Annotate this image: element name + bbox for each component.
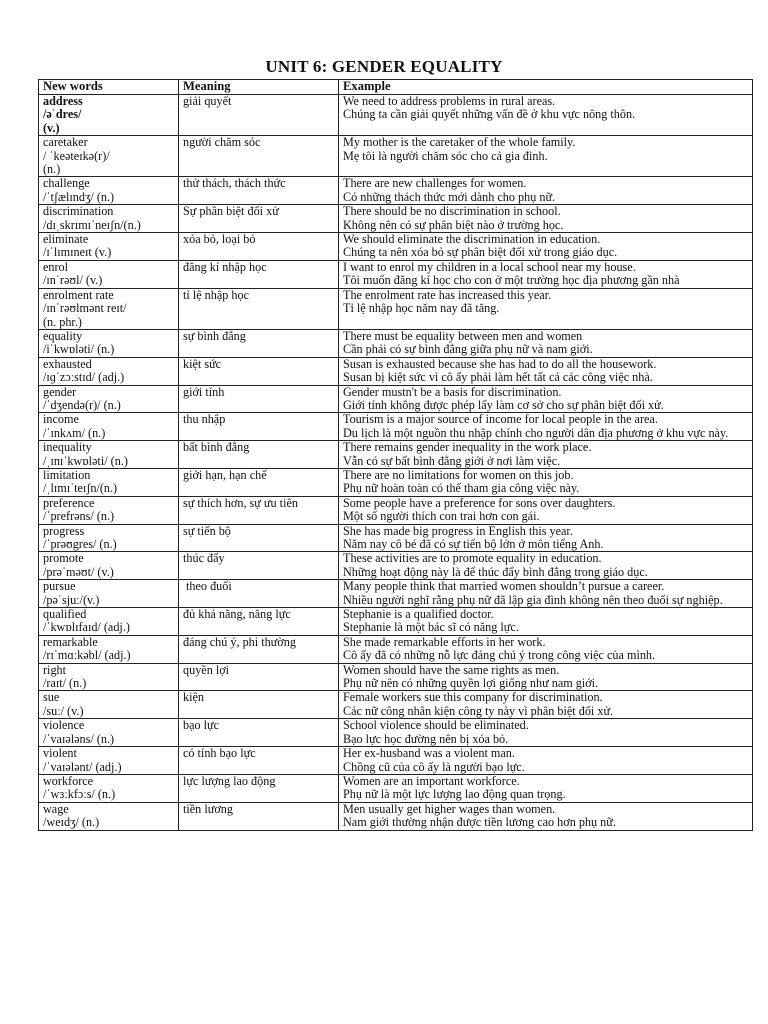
new-word-cell xyxy=(39,608,179,636)
example-cell xyxy=(339,635,753,663)
example-cell xyxy=(339,802,753,830)
word-text: gender xyxy=(43,385,77,399)
table-row xyxy=(39,95,753,136)
new-word-cell xyxy=(39,802,179,830)
meaning-text: sự bình đẳng xyxy=(183,329,246,343)
example-cell xyxy=(339,524,753,552)
example-vietnamese: Stephanie là một bác sĩ có năng lực. xyxy=(343,621,519,635)
example-vietnamese: Nhiều người nghĩ rằng phụ nữ đã lập gia đình không nên theo đuổi sự nghiệp. xyxy=(343,592,723,607)
example-english: Men usually get higher wages than women. xyxy=(343,802,556,816)
table-row xyxy=(39,177,753,205)
table-row xyxy=(39,413,753,441)
meaning-text: thử thách, thách thức xyxy=(183,177,286,191)
example-vietnamese: Susan bị kiệt sức vì cô ấy phải làm hết tất cả các công việc nhà. xyxy=(343,371,653,385)
meaning-text: xóa bỏ, loại bỏ xyxy=(183,233,256,247)
meaning-text: có tính bạo lực xyxy=(183,747,256,761)
example-cell xyxy=(339,136,753,177)
meaning-text: bạo lực xyxy=(183,719,220,733)
word-text: wage xyxy=(43,802,69,816)
example-cell xyxy=(339,385,753,413)
table-row xyxy=(39,552,753,580)
example-english: Susan is exhausted because she has had to do all the housework. xyxy=(343,357,657,371)
example-cell xyxy=(339,233,753,261)
word-text: challenge xyxy=(43,177,90,191)
word-detail: (v.) xyxy=(43,121,60,135)
word-detail: /iˈkwɒləti/ (n.) xyxy=(43,343,115,357)
meaning-cell xyxy=(179,95,339,136)
meaning-cell xyxy=(179,329,339,357)
example-cell xyxy=(339,357,753,385)
word-detail: /dɪˌskrɪmɪˈneɪʃn/(n.) xyxy=(43,218,141,232)
meaning-cell xyxy=(179,260,339,288)
meaning-cell xyxy=(179,136,339,177)
word-detail: /ɪnˈrəʊl/ (v.) xyxy=(43,274,103,288)
word-text: discrimination xyxy=(43,205,114,219)
example-english: We need to address problems in rural areas. xyxy=(343,95,556,108)
meaning-cell xyxy=(179,413,339,441)
word-detail: /əˈdres/ xyxy=(43,108,82,122)
meaning-cell xyxy=(179,552,339,580)
word-detail: /prəˈməʊt/ (v.) xyxy=(43,565,114,579)
word-detail: /ˈkwɒlɪfaɪd/ (adj.) xyxy=(43,621,130,635)
new-word-cell xyxy=(39,747,179,775)
word-detail: /raɪt/ (n.) xyxy=(43,677,87,691)
example-cell xyxy=(339,468,753,496)
meaning-text: tiền lương xyxy=(183,802,233,816)
meaning-text: bất bình đẳng xyxy=(183,441,250,455)
example-english: She made remarkable efforts in her work. xyxy=(343,635,546,649)
word-text: enrolment rate xyxy=(43,288,114,302)
table-row xyxy=(39,524,753,552)
example-vietnamese: Tỉ lệ nhập học năm nay đã tăng. xyxy=(343,302,500,316)
table-row xyxy=(39,580,753,608)
meaning-text: thúc đẩy xyxy=(183,552,225,566)
example-vietnamese: Giới tính không được phép lấy làm cơ sở cho sự phân biệt đối xử. xyxy=(343,398,664,412)
word-detail: /pəˈsjuː/(v.) xyxy=(43,593,100,607)
new-word-cell xyxy=(39,260,179,288)
table-row xyxy=(39,496,753,524)
example-vietnamese: Cần phải có sự bình đẳng giữa phụ nữ và nam giới. xyxy=(343,343,593,357)
example-english: There are no limitations for women on this job. xyxy=(343,468,574,482)
vocabulary-table xyxy=(38,79,753,831)
word-detail: /weɪdʒ/ (n.) xyxy=(43,816,100,830)
meaning-text: đăng kí nhập học xyxy=(183,260,267,274)
example-cell xyxy=(339,441,753,469)
new-word-cell xyxy=(39,357,179,385)
example-cell xyxy=(339,496,753,524)
example-cell xyxy=(339,691,753,719)
meaning-text: giới tính xyxy=(183,385,225,399)
example-cell xyxy=(339,413,753,441)
meaning-text: Sự phân biệt đối xử xyxy=(183,205,279,219)
word-detail: /ˈvaɪələns/ (n.) xyxy=(43,732,115,746)
new-word-cell xyxy=(39,329,179,357)
word-text: equality xyxy=(43,329,83,343)
example-english: There are new challenges for women. xyxy=(343,177,527,191)
example-cell xyxy=(339,747,753,775)
new-word-cell xyxy=(39,413,179,441)
header-new-words: New words xyxy=(39,80,179,95)
new-word-cell xyxy=(39,136,179,177)
word-text: limitation xyxy=(43,468,91,482)
new-word-cell xyxy=(39,441,179,469)
word-detail: /ɪnˈrəʊlmənt reɪt/ xyxy=(43,302,127,316)
meaning-text: đủ khả năng, năng lực xyxy=(183,608,291,622)
word-detail: /ˈtʃælɪndʒ/ (n.) xyxy=(43,190,115,204)
example-cell xyxy=(339,552,753,580)
meaning-cell xyxy=(179,774,339,802)
meaning-cell xyxy=(179,233,339,261)
table-body xyxy=(39,95,753,831)
meaning-cell xyxy=(179,385,339,413)
example-english: Tourism is a major source of income for local people in the area. xyxy=(343,413,658,427)
table-row xyxy=(39,468,753,496)
example-vietnamese: Không nên có sự phân biệt nào ở trường học. xyxy=(343,218,564,232)
example-cell xyxy=(339,663,753,691)
table-header-row xyxy=(39,80,753,95)
example-vietnamese: Chúng ta nên xóa bỏ sự phân biệt đối xử trong giáo dục. xyxy=(343,246,618,260)
example-english: Gender mustn't be a basis for discrimination. xyxy=(343,385,562,399)
meaning-text: thu nhập xyxy=(183,413,226,427)
example-vietnamese: Phụ nữ nên có những quyền lợi giống như nam giới. xyxy=(343,677,599,691)
example-english: There should be no discrimination in school. xyxy=(343,205,561,219)
meaning-text: theo đuổi xyxy=(183,580,232,594)
new-word-cell xyxy=(39,385,179,413)
meaning-text: sự tiến bộ xyxy=(183,524,231,538)
meaning-cell xyxy=(179,635,339,663)
example-english: These activities are to promote equality in education. xyxy=(343,552,602,566)
meaning-cell xyxy=(179,441,339,469)
table-row xyxy=(39,357,753,385)
table-row xyxy=(39,802,753,830)
table-row xyxy=(39,608,753,636)
table-row xyxy=(39,233,753,261)
word-text: remarkable xyxy=(43,635,98,649)
word-detail: /ˌlɪmɪˈteɪʃn/(n.) xyxy=(43,482,118,496)
table-row xyxy=(39,136,753,177)
table-row xyxy=(39,747,753,775)
word-text: exhausted xyxy=(43,357,92,371)
word-detail: /ɪɡˈzɔːstɪd/ (adj.) xyxy=(43,371,125,385)
example-cell xyxy=(339,205,753,233)
page-title: UNIT 6: GENDER EQUALITY xyxy=(265,57,503,76)
meaning-cell xyxy=(179,802,339,830)
word-text: promote xyxy=(43,552,84,566)
meaning-text: giới hạn, hạn chế xyxy=(183,468,267,482)
new-word-cell xyxy=(39,719,179,747)
meaning-text: kiệt sức xyxy=(183,357,222,371)
meaning-text: đáng chú ý, phi thường xyxy=(183,635,296,649)
word-text: enrol xyxy=(43,260,69,274)
word-detail: /ˈvaɪələnt/ (adj.) xyxy=(43,760,122,774)
meaning-text: người chăm sóc xyxy=(183,136,261,150)
word-text: pursue xyxy=(43,580,76,594)
table-row xyxy=(39,385,753,413)
word-text: progress xyxy=(43,524,85,538)
example-vietnamese: Vẫn có sự bất bình đẳng giới ở nơi làm việc. xyxy=(343,454,561,468)
example-english: We should eliminate the discrimination in education. xyxy=(343,233,601,247)
new-word-cell xyxy=(39,496,179,524)
new-word-cell xyxy=(39,205,179,233)
table-row xyxy=(39,205,753,233)
example-cell xyxy=(339,329,753,357)
table-row xyxy=(39,691,753,719)
example-vietnamese: Một số người thích con trai hơn con gái. xyxy=(343,510,540,524)
new-word-cell xyxy=(39,691,179,719)
new-word-cell xyxy=(39,233,179,261)
word-text: inequality xyxy=(43,441,92,455)
example-cell xyxy=(339,580,753,608)
meaning-cell xyxy=(179,663,339,691)
word-detail: /ˈwɜːkfɔːs/ (n.) xyxy=(43,788,116,802)
word-detail: /ɪˈlɪmɪneɪt (v.) xyxy=(43,246,112,260)
word-text: violent xyxy=(43,747,77,761)
meaning-cell xyxy=(179,468,339,496)
example-english: My mother is the caretaker of the whole family. xyxy=(343,136,576,150)
example-english: The enrolment rate has increased this year. xyxy=(343,288,552,302)
meaning-cell xyxy=(179,177,339,205)
table-row xyxy=(39,635,753,663)
example-cell xyxy=(339,608,753,636)
example-cell xyxy=(339,774,753,802)
new-word-cell xyxy=(39,288,179,329)
word-text: violence xyxy=(43,719,85,733)
meaning-cell xyxy=(179,608,339,636)
word-text: income xyxy=(43,413,79,427)
example-vietnamese: Nam giới thường nhận được tiền lương cao hơn phụ nữ. xyxy=(343,816,616,830)
meaning-cell xyxy=(179,691,339,719)
word-text: preference xyxy=(43,496,95,510)
example-english: There remains gender inequality in the work place. xyxy=(343,441,592,455)
example-vietnamese: Những hoạt động này là để thúc đẩy bình đẳng trong giáo dục. xyxy=(343,565,648,579)
example-vietnamese: Tôi muốn đăng kí học cho con ở một trường học địa phương gần nhà xyxy=(343,274,680,288)
new-word-cell xyxy=(39,774,179,802)
example-english: Female workers sue this company for discrimination. xyxy=(343,691,603,705)
example-english: Her ex-husband was a violent man. xyxy=(343,747,515,761)
meaning-text: kiện xyxy=(183,691,204,705)
example-english: I want to enrol my children in a local school near my house. xyxy=(343,260,636,274)
new-word-cell xyxy=(39,580,179,608)
header-meaning: Meaning xyxy=(179,80,339,95)
example-cell xyxy=(339,719,753,747)
example-vietnamese: Các nữ công nhân kiện công ty này vì phân biệt đối xử. xyxy=(343,704,614,718)
example-vietnamese: Chúng ta cần giải quyết những vấn đề ở khu vực nông thôn. xyxy=(343,108,636,122)
example-english: She has made big progress in English this year. xyxy=(343,524,573,538)
example-english: Women are an important workforce. xyxy=(343,774,520,788)
word-detail: (n.) xyxy=(43,163,61,177)
table-row xyxy=(39,774,753,802)
word-text: caretaker xyxy=(43,136,88,150)
meaning-text: quyền lợi xyxy=(183,663,230,677)
example-english: Some people have a preference for sons over daughters. xyxy=(343,496,616,510)
meaning-cell xyxy=(179,288,339,329)
header-example: Example xyxy=(339,80,753,95)
example-vietnamese: Bạo lực học đường nên bị xóa bỏ. xyxy=(343,732,509,746)
table-row xyxy=(39,288,753,329)
meaning-text: tỉ lệ nhập học xyxy=(183,288,249,302)
new-word-cell xyxy=(39,177,179,205)
new-word-cell xyxy=(39,468,179,496)
word-detail: / ˈkeəteɪkə(r)/ xyxy=(43,149,110,163)
word-detail: /suː/ (v.) xyxy=(43,704,84,718)
example-english: Stephanie is a qualified doctor. xyxy=(343,608,494,622)
new-word-cell xyxy=(39,95,179,136)
word-text: workforce xyxy=(43,774,94,788)
example-vietnamese: Phụ nữ là một lực lượng lao động quan trọng. xyxy=(343,788,566,802)
example-vietnamese: Cô ấy đã có những nỗ lực đáng chú ý trong công việc của mình. xyxy=(343,649,656,663)
example-cell xyxy=(339,95,753,136)
word-detail: /ˈdʒendə(r)/ (n.) xyxy=(43,398,121,412)
table-row xyxy=(39,719,753,747)
example-vietnamese: Mẹ tôi là người chăm sóc cho cả gia đình. xyxy=(343,149,548,163)
meaning-text: giải quyết xyxy=(183,95,232,108)
meaning-cell xyxy=(179,205,339,233)
word-text: qualified xyxy=(43,608,87,622)
meaning-text: sự thích hơn, sự ưu tiên xyxy=(183,496,298,510)
word-detail: /rɪˈmɑːkəbl/ (adj.) xyxy=(43,649,131,663)
word-detail: /ˌɪnɪˈkwɒləti/ (n.) xyxy=(43,454,128,468)
word-detail: (n. phr.) xyxy=(43,315,82,329)
meaning-cell xyxy=(179,524,339,552)
new-word-cell xyxy=(39,524,179,552)
table-row xyxy=(39,260,753,288)
example-vietnamese: Chồng cũ của cô ấy là người bạo lực. xyxy=(343,760,525,774)
table-row xyxy=(39,441,753,469)
meaning-cell xyxy=(179,580,339,608)
example-cell xyxy=(339,177,753,205)
new-word-cell xyxy=(39,663,179,691)
new-word-cell xyxy=(39,635,179,663)
meaning-cell xyxy=(179,496,339,524)
word-text: right xyxy=(43,663,67,677)
word-detail: /ˈɪnkʌm/ (n.) xyxy=(43,426,106,440)
example-english: School violence should be eliminated. xyxy=(343,719,529,733)
word-text: address xyxy=(43,95,83,108)
table-row xyxy=(39,663,753,691)
word-text: sue xyxy=(43,691,60,705)
example-vietnamese: Phụ nữ hoàn toàn có thể tham gia công việc này. xyxy=(343,482,580,496)
example-english: There must be equality between men and women xyxy=(343,329,583,343)
example-english: Many people think that married women shouldn’t pursue a career. xyxy=(343,580,665,594)
meaning-cell xyxy=(179,719,339,747)
example-english: Women should have the same rights as men. xyxy=(343,663,560,677)
meaning-cell xyxy=(179,747,339,775)
word-text: eliminate xyxy=(43,233,89,247)
table-row xyxy=(39,329,753,357)
meaning-text: lực lượng lao động xyxy=(183,774,276,788)
example-cell xyxy=(339,288,753,329)
word-detail: /ˈprəʊgres/ (n.) xyxy=(43,538,117,551)
example-vietnamese: Năm nay cô bé đã có sự tiến bộ lớn ở môn tiếng Anh. xyxy=(343,538,604,551)
example-vietnamese: Có những thách thức mới dành cho phụ nữ. xyxy=(343,190,556,204)
meaning-cell xyxy=(179,357,339,385)
new-word-cell xyxy=(39,552,179,580)
example-cell xyxy=(339,260,753,288)
word-detail: /ˈprefrəns/ (n.) xyxy=(43,510,115,524)
example-vietnamese: Du lịch là một nguồn thu nhập chính cho người dân địa phương ở khu vực này. xyxy=(343,425,729,440)
